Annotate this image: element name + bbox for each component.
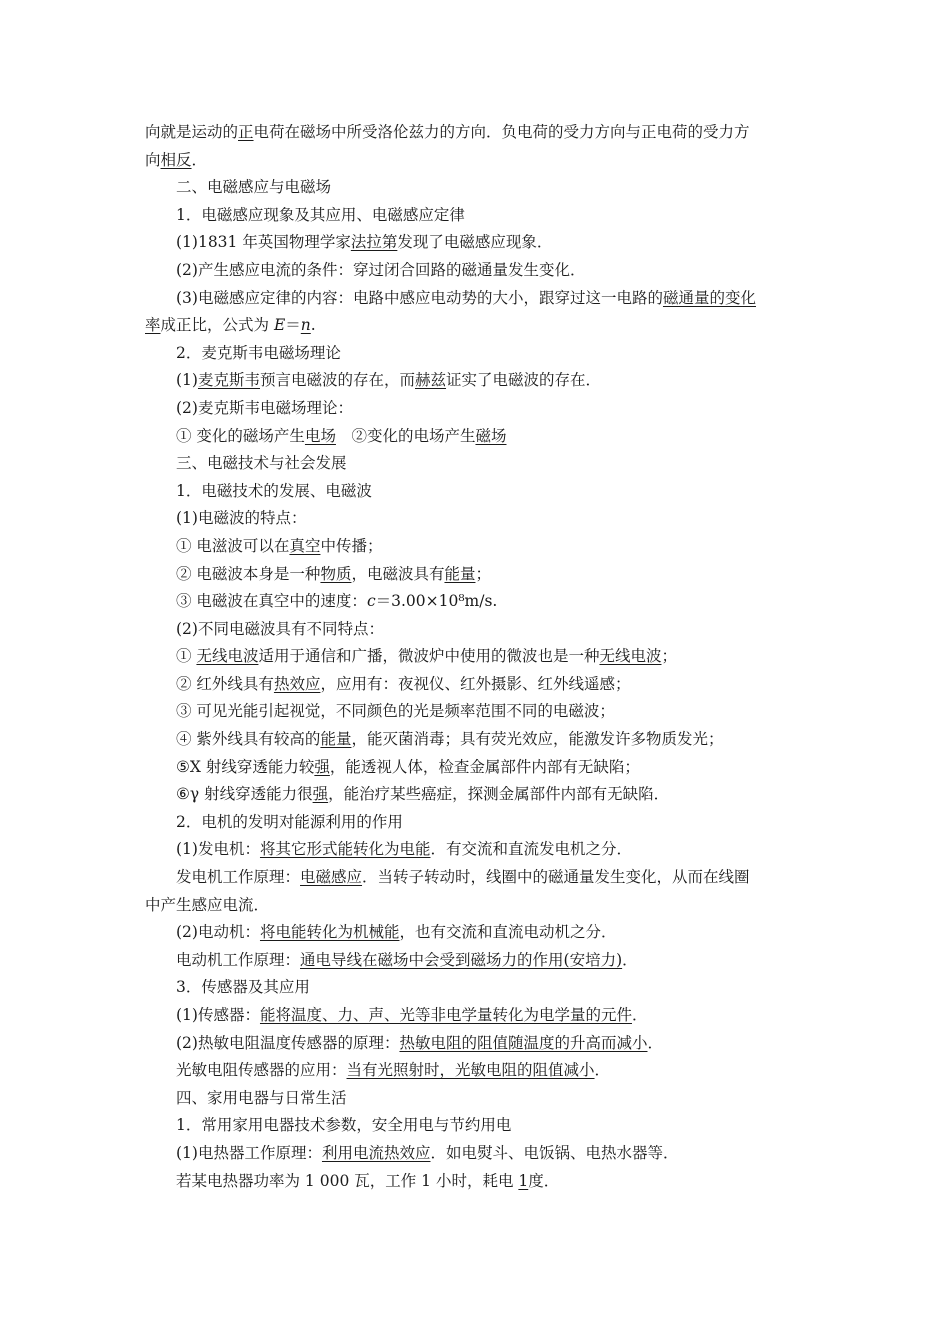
underlined-answer: 磁通量的变化 — [662, 288, 756, 307]
underlined-answer: 强 — [314, 757, 330, 776]
text-segment: 发现了电磁感应现象． — [397, 233, 553, 252]
text-segment: (2)产生感应电流的条件：穿过闭合回路的磁通量发生变化． — [176, 260, 586, 279]
underlined-answer: 能将温度、力、声、光等非电学量转化为电学量的元件 — [259, 1006, 632, 1024]
text-segment: (1)电磁波的特点： — [176, 509, 307, 528]
text-line — [145, 726, 810, 754]
text-segment: (2)不同电磁波具有不同特点： — [176, 619, 384, 638]
underlined-answer: 法拉第 — [350, 233, 398, 252]
underlined-answer: 相反 — [160, 150, 192, 169]
text-line — [145, 671, 810, 699]
text-line — [145, 781, 810, 809]
text-segment: (1)发电机： — [176, 840, 260, 859]
text-segment: 适用于通信和广播，微波炉中使用的微波也是一种 — [258, 647, 600, 666]
underlined-answer: n — [300, 316, 311, 335]
text-line — [145, 119, 810, 147]
text-segment: 若某电热器功率为 1 000 瓦，工作 1 小时，耗电 — [176, 1171, 519, 1190]
text-line — [145, 919, 810, 947]
text-segment: 度． — [528, 1171, 560, 1190]
text-line — [145, 229, 810, 257]
underlined-answer: 通电导线在磁场中会受到磁场力的作用(安培力) — [300, 950, 623, 969]
underlined-answer: 电场 — [304, 426, 336, 445]
text-segment: ④ 紫外线具有较高的 — [176, 730, 321, 749]
text-segment: 电动机工作原理： — [176, 950, 301, 969]
text-segment: 1．电磁技术的发展、电磁波 — [176, 481, 372, 500]
text-segment: ．如电熨斗、电饭锅、电热水器等． — [430, 1143, 679, 1162]
text-segment: 三、电磁技术与社会发展 — [176, 454, 347, 473]
text-segment: c — [366, 592, 376, 611]
text-segment: 光敏电阻传感器的应用： — [176, 1061, 347, 1080]
text-segment: ② 电磁波本身是一种 — [176, 564, 321, 583]
underlined-answer: 能量 — [444, 564, 476, 583]
text-line — [145, 616, 810, 644]
text-line — [145, 1112, 810, 1140]
text-segment: ＝3.00×10⁸m/s. — [375, 592, 498, 611]
text-segment: (3)电磁感应定律的内容：电路中感应电动势的大小，跟穿过这一电路的 — [176, 288, 663, 307]
text-segment: ．有交流和直流发电机之分． — [430, 840, 632, 859]
text-line — [145, 533, 810, 561]
text-segment: ② 红外线具有 — [176, 674, 274, 693]
text-segment: 向 — [145, 150, 161, 169]
text-segment: ． — [622, 950, 638, 969]
text-line — [145, 312, 810, 340]
underlined-answer: 麦克斯韦 — [197, 371, 260, 390]
text-segment: 四、家用电器与日常生活 — [176, 1088, 347, 1107]
underlined-answer: 热敏电阻的阻值随温度的升高而减小 — [399, 1033, 648, 1052]
text-line — [145, 836, 810, 864]
text-segment: ． — [647, 1033, 663, 1052]
text-segment: ，能治疗某些癌症，探测金属部件内部有无缺陷． — [328, 785, 670, 804]
text-segment: ，应用有：夜视仪、红外摄影、红外线遥感； — [320, 674, 631, 693]
text-segment: (1)传感器： — [176, 1006, 260, 1024]
text-line — [145, 892, 810, 920]
text-segment: . — [310, 316, 316, 335]
underlined-answer: 赫兹 — [415, 371, 447, 390]
text-segment: 2．麦克斯韦电磁场理论 — [176, 343, 341, 362]
text-segment: 中产生感应电流． — [145, 895, 270, 914]
text-segment: (1)电热器工作原理： — [176, 1143, 322, 1162]
text-segment: (2)热敏电阻温度传感器的原理： — [176, 1033, 400, 1052]
text-line — [145, 147, 810, 175]
text-line — [145, 423, 810, 451]
text-line — [145, 809, 810, 837]
underlined-answer: 能量 — [320, 730, 352, 749]
text-segment: 1．电磁感应现象及其应用、电磁感应定律 — [176, 205, 465, 224]
text-line — [145, 505, 810, 533]
text-line — [145, 1140, 810, 1168]
underlined-answer: 真空 — [289, 536, 321, 555]
text-segment: ，能灭菌消毒；具有荧光效应，能激发许多物质发光； — [351, 730, 724, 749]
text-line — [145, 257, 810, 285]
text-line — [145, 947, 810, 975]
underlined-answer: 无线电波 — [599, 647, 662, 666]
text-segment: ⑥γ 射线穿透能力很 — [176, 785, 313, 804]
text-line — [145, 367, 810, 395]
text-segment: ； — [661, 647, 677, 666]
text-segment: ⑤X 射线穿透能力较 — [176, 757, 315, 776]
text-line — [145, 1085, 810, 1113]
underlined-answer: 物质 — [320, 564, 352, 583]
text-segment: ③ 可见光能引起视觉，不同颜色的光是频率范围不同的电磁波； — [176, 702, 615, 721]
underlined-answer: 1 — [518, 1171, 529, 1190]
text-segment: 3．传感器及其应用 — [176, 978, 310, 997]
text-segment: 成正比，公式为 — [160, 316, 274, 335]
text-segment: 二、电磁感应与电磁场 — [176, 178, 332, 197]
underlined-answer: 电磁感应 — [300, 868, 363, 887]
underlined-answer: 热效应 — [273, 674, 321, 693]
text-segment: (1) — [176, 371, 198, 390]
text-line — [145, 643, 810, 671]
document-body — [145, 119, 810, 1195]
text-line — [145, 1168, 810, 1196]
text-segment: ． — [631, 1006, 648, 1024]
text-segment: ，能透视人体，检查金属部件内部有无缺陷； — [329, 757, 640, 776]
underlined-answer: 当有光照射时，光敏电阻的阻值减小 — [346, 1061, 595, 1080]
text-segment: ②变化的电场产生 — [335, 426, 476, 445]
text-segment: 中传播； — [320, 536, 383, 555]
text-segment: ． — [191, 150, 208, 169]
text-segment: ① 电滋波可以在 — [176, 536, 290, 555]
text-segment: 预言电磁波的存在，而 — [259, 371, 415, 390]
text-line — [145, 974, 810, 1002]
text-line — [145, 698, 810, 726]
underlined-answer: 率 — [145, 316, 161, 335]
underlined-answer: 强 — [312, 785, 329, 804]
text-segment: ＝ — [285, 316, 301, 335]
underlined-answer: 将其它形式能转化为电能 — [259, 840, 431, 859]
text-line — [145, 864, 810, 892]
text-line — [145, 202, 810, 230]
text-line — [145, 478, 810, 506]
text-segment: (2)麦克斯韦电磁场理论： — [176, 398, 353, 417]
text-line — [145, 754, 810, 782]
underlined-answer: 无线电波 — [196, 647, 259, 666]
text-line — [145, 340, 810, 368]
text-segment: (1)1831 年英国物理学家 — [176, 233, 351, 252]
underlined-answer: 将电能转化为机械能 — [259, 923, 400, 942]
text-segment: ． — [594, 1061, 611, 1080]
underlined-answer: 磁场 — [475, 426, 507, 445]
text-line — [145, 450, 810, 478]
text-line — [145, 561, 810, 589]
text-segment: ，也有交流和直流电动机之分． — [399, 923, 617, 942]
text-segment: (2)电动机： — [176, 923, 260, 942]
text-segment: ③ 电磁波在真空中的速度： — [176, 592, 367, 611]
text-line — [145, 174, 810, 202]
text-segment: ① — [176, 647, 197, 666]
text-segment: 向就是运动的 — [145, 123, 239, 141]
text-segment: ① 变化的磁场产生 — [176, 426, 305, 445]
underlined-answer: 正 — [238, 123, 254, 141]
text-line — [145, 1057, 810, 1085]
text-segment: 证实了电磁波的存在． — [446, 371, 602, 390]
text-line — [145, 285, 810, 313]
text-segment: 电荷在磁场中所受洛伦兹力的方向．负电荷的受力方向与正电荷的受力方 — [253, 123, 750, 141]
text-segment: ，电磁波具有 — [351, 564, 445, 583]
text-line — [145, 395, 810, 423]
text-line — [145, 588, 810, 616]
text-segment: ．当转子转动时，线圈中的磁通量发生变化，从而在线圈 — [362, 868, 750, 887]
text-segment: 1．常用家用电器技术参数，安全用电与节约用电 — [176, 1116, 512, 1135]
text-segment: ； — [475, 564, 491, 583]
underlined-answer: 利用电流热效应 — [321, 1143, 431, 1162]
text-segment: 发电机工作原理： — [176, 868, 301, 887]
text-line — [145, 1002, 810, 1030]
text-segment: E — [273, 316, 286, 335]
text-line — [145, 1030, 810, 1058]
text-segment: 2．电机的发明对能源利用的作用 — [176, 812, 403, 831]
